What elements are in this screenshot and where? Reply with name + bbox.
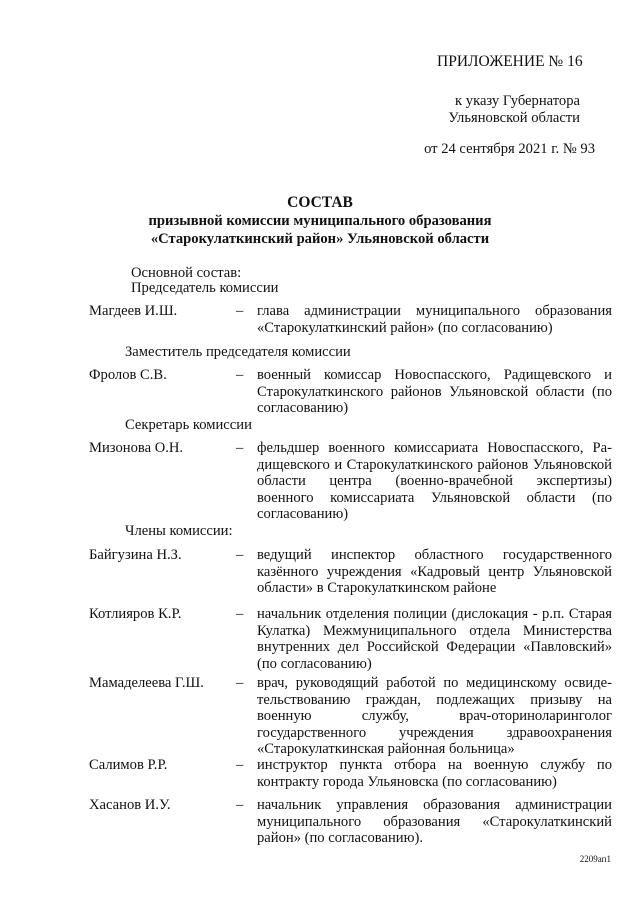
dash-separator: – bbox=[236, 547, 244, 563]
subtitle-line-2: «Старокулаткинский район» Ульяновской области bbox=[150, 230, 490, 247]
chairman-heading: Председатель комиссии bbox=[131, 280, 279, 296]
member-position: ведущий инспектор областного государственного казённого учреждения «Кадровый центр Ульяновской области» в Старокулаткинском районе bbox=[257, 547, 612, 597]
dash-separator: – bbox=[236, 367, 244, 383]
member-name: Магдеев И.Ш. bbox=[89, 303, 178, 319]
document-title: СОСТАВ bbox=[287, 194, 353, 211]
dash-separator: – bbox=[236, 757, 244, 773]
main-composition-heading: Основной состав: bbox=[131, 265, 242, 281]
member-name: Салимов Р.Р. bbox=[89, 757, 168, 773]
member-position: фельдшер военного комиссариата Новоспасского, Радищевского и Старокулаткинского районов Ульяновской области центра (военно-врачебной экспертизы) военного комиссариата Ульяновской области (по согласованию) bbox=[257, 440, 612, 523]
member-name: Байгузина Н.З. bbox=[89, 547, 182, 563]
member-name: Мизонова О.Н. bbox=[89, 440, 184, 456]
member-name: Хасанов И.У. bbox=[89, 797, 171, 813]
member-name: Мамаделеева Г.Ш. bbox=[89, 675, 204, 691]
member-position: начальник отделения полиции (дислокация - р.п. Старая Кулатка) Межмуниципального отдела Министерства внутренних дел Российской Федерации «Павловский» (по согласованию) bbox=[257, 606, 612, 672]
appendix-number: ПРИЛОЖЕНИЕ № 16 bbox=[437, 53, 583, 70]
decree-line-1: к указу Губернатора bbox=[455, 93, 580, 109]
decree-reference bbox=[448, 93, 580, 126]
dash-separator: – bbox=[236, 797, 244, 813]
member-name: Котлияров К.Р. bbox=[89, 606, 182, 622]
member-position: военный комиссар Новоспасского, Радищевского и Старокулаткинского районов Ульяновской области (по согласованию) bbox=[257, 367, 612, 417]
dash-separator: – bbox=[236, 440, 244, 456]
members-heading: Члены комиссии: bbox=[125, 523, 233, 539]
dash-separator: – bbox=[236, 303, 244, 319]
dash-separator: – bbox=[236, 675, 244, 691]
secretary-heading: Секретарь комиссии bbox=[125, 417, 252, 433]
member-position: инструктор пункта отбора на военную службу по контракту города Ульяновска (по согласованию) bbox=[257, 757, 612, 790]
deputy-heading: Заместитель председателя комиссии bbox=[125, 344, 351, 360]
member-name: Фролов С.В. bbox=[89, 367, 167, 383]
member-position: врач, руководящий работой по медицинскому освидетельствованию граждан, подлежащих призыву на военную службу, врач-оториноларинголог государственного учреждения здравоохранения «Старокулаткинская районная больница» bbox=[257, 675, 612, 758]
decree-line-2: Ульяновской области bbox=[448, 109, 580, 126]
dash-separator: – bbox=[236, 606, 244, 622]
subtitle-line-1: призывной комиссии муниципального образования bbox=[148, 213, 492, 229]
member-position: начальник управления образования администрации муниципального образования «Старокулаткинский район» (по согласованию). bbox=[257, 797, 612, 847]
document-code: 2209ап1 bbox=[579, 854, 611, 864]
member-position: глава администрации муниципального образования «Старокулаткинский район» (по согласованию) bbox=[257, 303, 612, 336]
decree-date: от 24 сентября 2021 г. № 93 bbox=[424, 141, 595, 157]
document-subtitle bbox=[0, 213, 640, 248]
